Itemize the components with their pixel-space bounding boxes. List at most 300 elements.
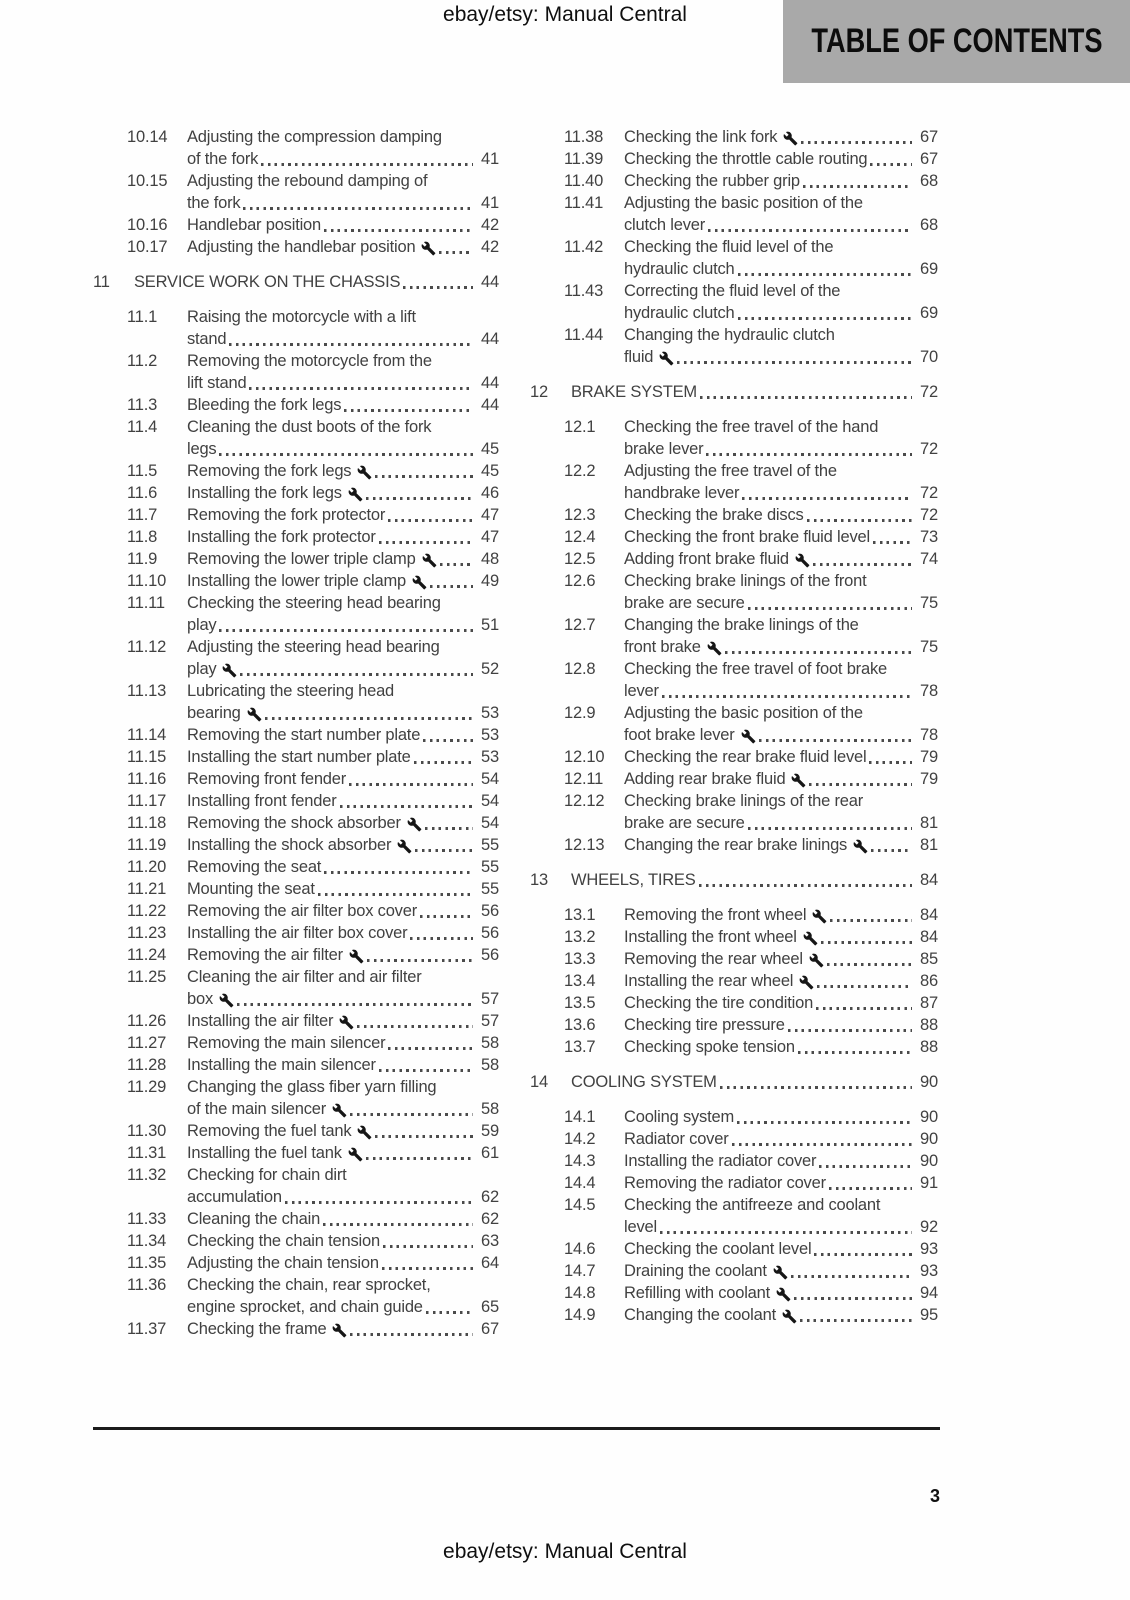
- toc-entry-title-line: Installing the fuel tank: [187, 1144, 342, 1162]
- dot-leader: [430, 585, 473, 588]
- toc-entry-number: 10.15: [127, 172, 168, 190]
- dot-leader: [798, 1051, 912, 1054]
- dot-leader: [662, 695, 912, 698]
- toc-section-entry: [530, 1194, 938, 1238]
- toc-entry-final-line: [624, 170, 938, 192]
- toc-entry-page: 68: [920, 172, 938, 190]
- toc-section-entry: [530, 1282, 938, 1304]
- toc-section-entry: [530, 280, 938, 324]
- toc-entry-number: 10.14: [127, 128, 168, 146]
- toc-entry-body: [187, 1274, 499, 1318]
- dot-leader: [261, 163, 473, 166]
- dot-leader: [725, 651, 912, 654]
- toc-entry-final-line: [187, 1186, 499, 1208]
- toc-entry-body: [187, 878, 499, 900]
- toc-section-entry: [530, 324, 938, 368]
- toc-entry-title-line: brake are secure: [624, 814, 745, 832]
- toc-entry-number: 11.15: [127, 748, 167, 766]
- toc-entry-number: 12.2: [564, 462, 596, 480]
- toc-entry-number: 11.28: [127, 1056, 167, 1074]
- toc-entry-final-line: [624, 438, 938, 460]
- toc-entry-title-line: Changing the rear brake linings: [624, 836, 848, 854]
- toc-section-entry: [530, 1172, 938, 1194]
- toc-entry-number: 13.3: [564, 950, 596, 968]
- toc-entry-number: 11.31: [127, 1144, 167, 1162]
- toc-entry-body: [624, 614, 938, 658]
- wrench-icon: [348, 1147, 363, 1162]
- toc-entry-number: 11.3: [127, 396, 158, 414]
- toc-entry-body: [624, 148, 938, 170]
- toc-entry-number: 14: [530, 1073, 548, 1091]
- toc-chapter-entry: [530, 1071, 938, 1093]
- toc-entry-number: 14.1: [564, 1108, 596, 1126]
- toc-entry-page: 46: [481, 484, 499, 502]
- toc-entry-number: 11.38: [564, 128, 604, 146]
- toc-entry-title-line: Refilling with coolant: [624, 1284, 771, 1302]
- dot-leader: [732, 1143, 913, 1146]
- toc-entry-number: 14.9: [564, 1306, 596, 1324]
- toc-entry-body: [187, 834, 499, 856]
- toc-entry-page: 53: [481, 704, 499, 722]
- toc-entry-title-line: Installing the fork legs: [187, 484, 342, 502]
- toc-entry-final-line: [624, 724, 938, 746]
- dot-leader: [807, 519, 912, 522]
- toc-chapter-entry: [530, 381, 938, 403]
- toc-entry-page: 67: [920, 150, 938, 168]
- toc-section-entry: [93, 1120, 499, 1142]
- toc-entry-body: [187, 482, 499, 504]
- toc-entry-number: 11.21: [127, 880, 167, 898]
- toc-entry-title-line: Checking the throttle cable routing: [624, 150, 868, 168]
- dot-leader: [870, 163, 912, 166]
- toc-entry-page: 90: [920, 1152, 938, 1170]
- toc-section-entry: [93, 526, 499, 548]
- toc-entry-page: 64: [481, 1254, 499, 1272]
- toc-section-entry: [93, 768, 499, 790]
- toc-entry-page: 84: [920, 928, 938, 946]
- toc-entry-page: 42: [481, 238, 499, 256]
- toc-entry-title-line: Installing the radiator cover: [624, 1152, 817, 1170]
- dot-leader: [738, 317, 912, 320]
- toc-entry-body: [187, 680, 499, 724]
- toc-entry-number: 13.7: [564, 1038, 596, 1056]
- toc-section-entry: [530, 702, 938, 746]
- toc-entry-final-line: [187, 812, 499, 834]
- toc-section-entry: [93, 856, 499, 878]
- toc-entry-page: 54: [481, 770, 499, 788]
- toc-entry-page: 53: [481, 726, 499, 744]
- toc-entry-body: [624, 548, 938, 570]
- toc-entry-page: 85: [920, 950, 938, 968]
- toc-entry-title-line: Checking the rubber grip: [624, 172, 800, 190]
- toc-entry-number: 11.13: [127, 682, 167, 700]
- toc-entry-body: [187, 1076, 499, 1120]
- toc-entry-page: 74: [920, 550, 938, 568]
- dot-leader: [410, 937, 473, 940]
- toc-entry-number: 12.12: [564, 792, 605, 810]
- toc-entry-final-line: [187, 768, 499, 790]
- toc-entry-final-line: [624, 1106, 938, 1128]
- toc-section-entry: [530, 1304, 938, 1326]
- toc-entry-number: 14.4: [564, 1174, 596, 1192]
- toc-entry-number: 11.44: [564, 326, 604, 344]
- toc-entry-number: 11.40: [564, 172, 604, 190]
- toc-entry-title-line: Removing the seat: [187, 858, 322, 876]
- toc-entry-title-line: Checking the free travel of foot brake: [624, 660, 887, 678]
- toc-entry-title-line: accumulation: [187, 1188, 282, 1206]
- toc-entry-page: 59: [481, 1122, 499, 1140]
- wrench-icon: [421, 241, 436, 256]
- toc-entry-number: 14.8: [564, 1284, 596, 1302]
- toc-entry-number: 11.39: [564, 150, 604, 168]
- toc-entry-body: [187, 1208, 499, 1230]
- toc-entry-number: 11.1: [127, 308, 158, 326]
- toc-entry-number: 13.5: [564, 994, 596, 1012]
- toc-entry-page: 70: [920, 348, 938, 366]
- dot-leader: [426, 1311, 473, 1314]
- toc-entry-number: 13.4: [564, 972, 596, 990]
- toc-entry-page: 48: [481, 550, 499, 568]
- dot-leader: [414, 761, 473, 764]
- toc-entry-page: 78: [920, 682, 938, 700]
- toc-entry-page: 56: [481, 902, 499, 920]
- toc-entry-final-line: [624, 1014, 938, 1036]
- toc-section-entry: [93, 570, 499, 592]
- toc-entry-number: 11.41: [564, 194, 604, 212]
- wrench-icon: [812, 909, 827, 924]
- toc-entry-title-line: Removing the fork legs: [187, 462, 352, 480]
- dot-leader: [813, 563, 912, 566]
- dot-leader: [819, 1165, 912, 1168]
- toc-entry-final-line: [624, 992, 938, 1014]
- toc-entry-number: 12.8: [564, 660, 596, 678]
- toc-entry-title-line: SERVICE WORK ON THE CHASSIS: [134, 273, 401, 291]
- toc-entry-body: [187, 768, 499, 790]
- toc-entry-number: 14.5: [564, 1196, 596, 1214]
- dot-leader: [383, 1245, 473, 1248]
- toc-entry-number: 13: [530, 871, 548, 889]
- dot-leader: [379, 1069, 473, 1072]
- dot-leader: [219, 629, 473, 632]
- toc-entry-title-line: Changing the hydraulic clutch: [624, 326, 835, 344]
- toc-entry-title-line: Cleaning the air filter and air filter: [187, 968, 422, 986]
- toc-section-entry: [530, 970, 938, 992]
- toc-section-entry: [93, 460, 499, 482]
- toc-entry-number: 14.7: [564, 1262, 596, 1280]
- dot-leader: [350, 1333, 473, 1336]
- toc-entry-number: 12.1: [564, 418, 596, 436]
- toc-chapter-entry: [530, 869, 938, 891]
- dot-leader: [420, 915, 473, 918]
- toc-entry-page: 57: [481, 990, 499, 1008]
- toc-entry-title-line: Checking the chain tension: [187, 1232, 380, 1250]
- table-of-contents-banner: [783, 0, 1130, 83]
- toc-entry-number: 14.6: [564, 1240, 596, 1258]
- toc-entry-title-line: Checking the free travel of the hand: [624, 418, 879, 436]
- toc-entry-title-line: Draining the coolant: [624, 1262, 767, 1280]
- toc-entry-title-line: Raising the motorcycle with a lift: [187, 308, 416, 326]
- toc-entry-page: 58: [481, 1100, 499, 1118]
- toc-entry-page: 42: [481, 216, 499, 234]
- toc-entry-page: 63: [481, 1232, 499, 1250]
- dot-leader: [738, 273, 912, 276]
- toc-section-entry: [530, 504, 938, 526]
- toc-entry-final-line: [187, 1032, 499, 1054]
- dot-leader: [809, 783, 912, 786]
- toc-entry-final-line: [187, 746, 499, 768]
- toc-section-entry: [93, 1230, 499, 1252]
- toc-section-entry: [530, 460, 938, 504]
- toc-entry-title-line: Changing the coolant: [624, 1306, 776, 1324]
- wrench-icon: [853, 839, 868, 854]
- toc-entry-title-line: Installing the main silencer: [187, 1056, 376, 1074]
- toc-entry-body: [624, 746, 938, 768]
- toc-entry-body: [187, 416, 499, 460]
- toc-entry-page: 52: [481, 660, 499, 678]
- toc-section-entry: [530, 1260, 938, 1282]
- toc-entry-final-line: [187, 1054, 499, 1076]
- toc-entry-page: 56: [481, 924, 499, 942]
- toc-entry-body: [187, 746, 499, 768]
- toc-entry-number: 12.9: [564, 704, 596, 722]
- dot-leader: [706, 453, 912, 456]
- toc-entry-number: 11.11: [127, 594, 165, 612]
- toc-entry-title-line: Changing the glass fiber yarn filling: [187, 1078, 437, 1096]
- toc-entry-final-line: [624, 258, 938, 280]
- toc-entry-title-line: Adjusting the basic position of the: [624, 194, 863, 212]
- toc-entry-number: 11.5: [127, 462, 158, 480]
- toc-section-entry: [530, 1128, 938, 1150]
- toc-entry-title-line: play: [187, 660, 217, 678]
- toc-entry-page: 67: [920, 128, 938, 146]
- toc-entry-page: 65: [481, 1298, 499, 1316]
- toc-entry-body: [187, 350, 499, 394]
- toc-entry-final-line: [187, 148, 499, 170]
- toc-entry-body: [624, 1194, 938, 1238]
- dot-leader: [379, 541, 473, 544]
- toc-entry-body: [624, 504, 938, 526]
- dot-leader: [814, 1253, 912, 1256]
- dot-leader: [229, 343, 473, 346]
- toc-entry-title-line: Checking the chain, rear sprocket,: [187, 1276, 431, 1294]
- dot-leader: [366, 497, 473, 500]
- toc-section-entry: [530, 992, 938, 1014]
- toc-entry-page: 73: [920, 528, 938, 546]
- toc-entry-title-line: hydraulic clutch: [624, 304, 735, 322]
- toc-entry-page: 75: [920, 638, 938, 656]
- toc-entry-number: 11.32: [127, 1166, 167, 1184]
- toc-entry-title-line: Removing the radiator cover: [624, 1174, 826, 1192]
- toc-entry-page: 44: [481, 330, 499, 348]
- toc-entry-body: [187, 170, 499, 214]
- toc-entry-title-line: foot brake lever: [624, 726, 735, 744]
- toc-entry-number: 14.3: [564, 1152, 596, 1170]
- dot-leader: [382, 1267, 473, 1270]
- toc-entry-page: 81: [920, 836, 938, 854]
- toc-entry-page: 47: [481, 528, 499, 546]
- site-footer-label: ebay/etsy: Manual Central: [443, 1540, 687, 1563]
- wrench-icon: [219, 993, 234, 1008]
- toc-entry-number: 11.36: [127, 1276, 167, 1294]
- toc-entry-title-line: Installing the air filter box cover: [187, 924, 408, 942]
- toc-entry-body: [624, 460, 938, 504]
- toc-entry-number: 11.22: [127, 902, 167, 920]
- toc-section-entry: [93, 306, 499, 350]
- toc-entry-body: [187, 1010, 499, 1032]
- toc-entry-final-line: [624, 214, 938, 236]
- toc-entry-body: [187, 526, 499, 548]
- toc-section-entry: [93, 1318, 499, 1340]
- toc-entry-body: [624, 1304, 938, 1326]
- toc-entry-title-line: lift stand: [187, 374, 247, 392]
- toc-section-entry: [530, 170, 938, 192]
- toc-entry-page: 44: [481, 374, 499, 392]
- toc-entry-final-line: [187, 328, 499, 350]
- toc-entry-final-line: [187, 614, 499, 636]
- toc-entry-final-line: [187, 856, 499, 878]
- dot-leader: [817, 985, 912, 988]
- toc-entry-final-line: [624, 746, 938, 768]
- toc-entry-title-line: Removing the start number plate: [187, 726, 421, 744]
- toc-entry-body: [187, 592, 499, 636]
- toc-entry-page: 55: [481, 858, 499, 876]
- toc-entry-final-line: [624, 1260, 938, 1282]
- toc-entry-body: [624, 1282, 938, 1304]
- toc-entry-page: 87: [920, 994, 938, 1012]
- toc-section-entry: [93, 126, 499, 170]
- toc-section-entry: [93, 170, 499, 214]
- toc-entry-title-line: Checking for chain dirt: [187, 1166, 347, 1184]
- toc-entry-final-line: [571, 381, 938, 403]
- toc-section-entry: [93, 790, 499, 812]
- toc-entry-page: 92: [920, 1218, 938, 1236]
- toc-entry-number: 11.29: [127, 1078, 167, 1096]
- toc-entry-number: 11.19: [127, 836, 167, 854]
- toc-entry-number: 12.5: [564, 550, 596, 568]
- toc-entry-final-line: [624, 1238, 938, 1260]
- toc-entry-page: 93: [920, 1262, 938, 1280]
- toc-entry-final-line: [187, 900, 499, 922]
- toc-entry-body: [187, 306, 499, 350]
- toc-entry-page: 51: [481, 616, 499, 634]
- toc-entry-title-line: bearing: [187, 704, 241, 722]
- toc-entry-page: 45: [481, 462, 499, 480]
- toc-entry-body: [187, 548, 499, 570]
- toc-entry-title-line: level: [624, 1218, 657, 1236]
- toc-entry-body: [624, 416, 938, 460]
- toc-entry-body: [624, 926, 938, 948]
- toc-entry-final-line: [187, 1142, 499, 1164]
- wrench-icon: [776, 1287, 791, 1302]
- toc-entry-number: 12.11: [564, 770, 604, 788]
- toc-entry-number: 11.9: [127, 550, 158, 568]
- toc-section-entry: [93, 636, 499, 680]
- toc-entry-body: [187, 1230, 499, 1252]
- toc-entry-body: [187, 570, 499, 592]
- dot-leader: [375, 475, 473, 478]
- toc-entry-page: 72: [920, 484, 938, 502]
- toc-entry-number: 11.26: [127, 1012, 167, 1030]
- dot-leader: [801, 141, 912, 144]
- toc-entry-number: 11.37: [127, 1320, 167, 1338]
- toc-entry-final-line: [624, 302, 938, 324]
- toc-entry-page: 81: [920, 814, 938, 832]
- toc-entry-body: [187, 922, 499, 944]
- toc-entry-body: [187, 724, 499, 746]
- toc-entry-title-line: Checking the fluid level of the: [624, 238, 834, 256]
- wrench-icon: [803, 931, 818, 946]
- toc-section-entry: [93, 350, 499, 394]
- toc-entry-final-line: [187, 1230, 499, 1252]
- toc-column-right: [530, 126, 938, 1326]
- toc-entry-body: [187, 504, 499, 526]
- toc-entry-page: 58: [481, 1056, 499, 1074]
- toc-entry-body: [624, 1238, 938, 1260]
- toc-entry-final-line: [187, 394, 499, 416]
- toc-entry-body: [187, 394, 499, 416]
- toc-entry-final-line: [624, 526, 938, 548]
- toc-section-entry: [93, 592, 499, 636]
- toc-entry-body: [624, 970, 938, 992]
- dot-leader: [243, 207, 473, 210]
- toc-entry-body: [624, 702, 938, 746]
- toc-section-entry: [530, 548, 938, 570]
- toc-entry-body: [624, 834, 938, 856]
- toc-section-entry: [93, 966, 499, 1010]
- toc-entry-title-line: Checking the rear brake fluid level: [624, 748, 867, 766]
- toc-entry-final-line: [187, 192, 499, 214]
- site-header-label: ebay/etsy: Manual Central: [443, 3, 687, 26]
- wrench-icon: [791, 773, 806, 788]
- toc-entry-page: 90: [920, 1108, 938, 1126]
- wrench-icon: [783, 131, 798, 146]
- toc-entry-body: [624, 1106, 938, 1128]
- toc-entry-body: [624, 1150, 938, 1172]
- toc-entry-number: 11.12: [127, 638, 167, 656]
- toc-section-entry: [530, 1106, 938, 1128]
- dot-leader: [748, 607, 912, 610]
- toc-entry-body: [624, 170, 938, 192]
- toc-entry-number: 14.2: [564, 1130, 596, 1148]
- toc-section-entry: [93, 1208, 499, 1230]
- toc-entry-body: [187, 790, 499, 812]
- toc-section-entry: [93, 236, 499, 258]
- dot-leader: [720, 1086, 912, 1089]
- toc-entry-title-line: Checking tire pressure: [624, 1016, 785, 1034]
- dot-leader: [439, 251, 473, 254]
- toc-entry-number: 12.7: [564, 616, 596, 634]
- wrench-icon: [412, 575, 427, 590]
- toc-section-entry: [93, 746, 499, 768]
- toc-section-entry: [93, 214, 499, 236]
- toc-section-entry: [93, 1252, 499, 1274]
- toc-entry-title-line: Removing front fender: [187, 770, 347, 788]
- toc-entry-title-line: Adjusting the chain tension: [187, 1254, 379, 1272]
- toc-entry-final-line: [624, 1172, 938, 1194]
- toc-section-entry: [93, 416, 499, 460]
- toc-entry-number: 11.2: [127, 352, 158, 370]
- toc-entry-page: 72: [920, 383, 938, 401]
- toc-entry-final-line: [187, 988, 499, 1010]
- toc-entry-page: 86: [920, 972, 938, 990]
- dot-leader: [415, 849, 473, 852]
- toc-section-entry: [93, 834, 499, 856]
- toc-entry-final-line: [187, 504, 499, 526]
- toc-entry-number: 11.17: [127, 792, 167, 810]
- toc-entry-title-line: Removing the motorcycle from the: [187, 352, 432, 370]
- toc-entry-final-line: [571, 1071, 938, 1093]
- toc-entry-final-line: [624, 970, 938, 992]
